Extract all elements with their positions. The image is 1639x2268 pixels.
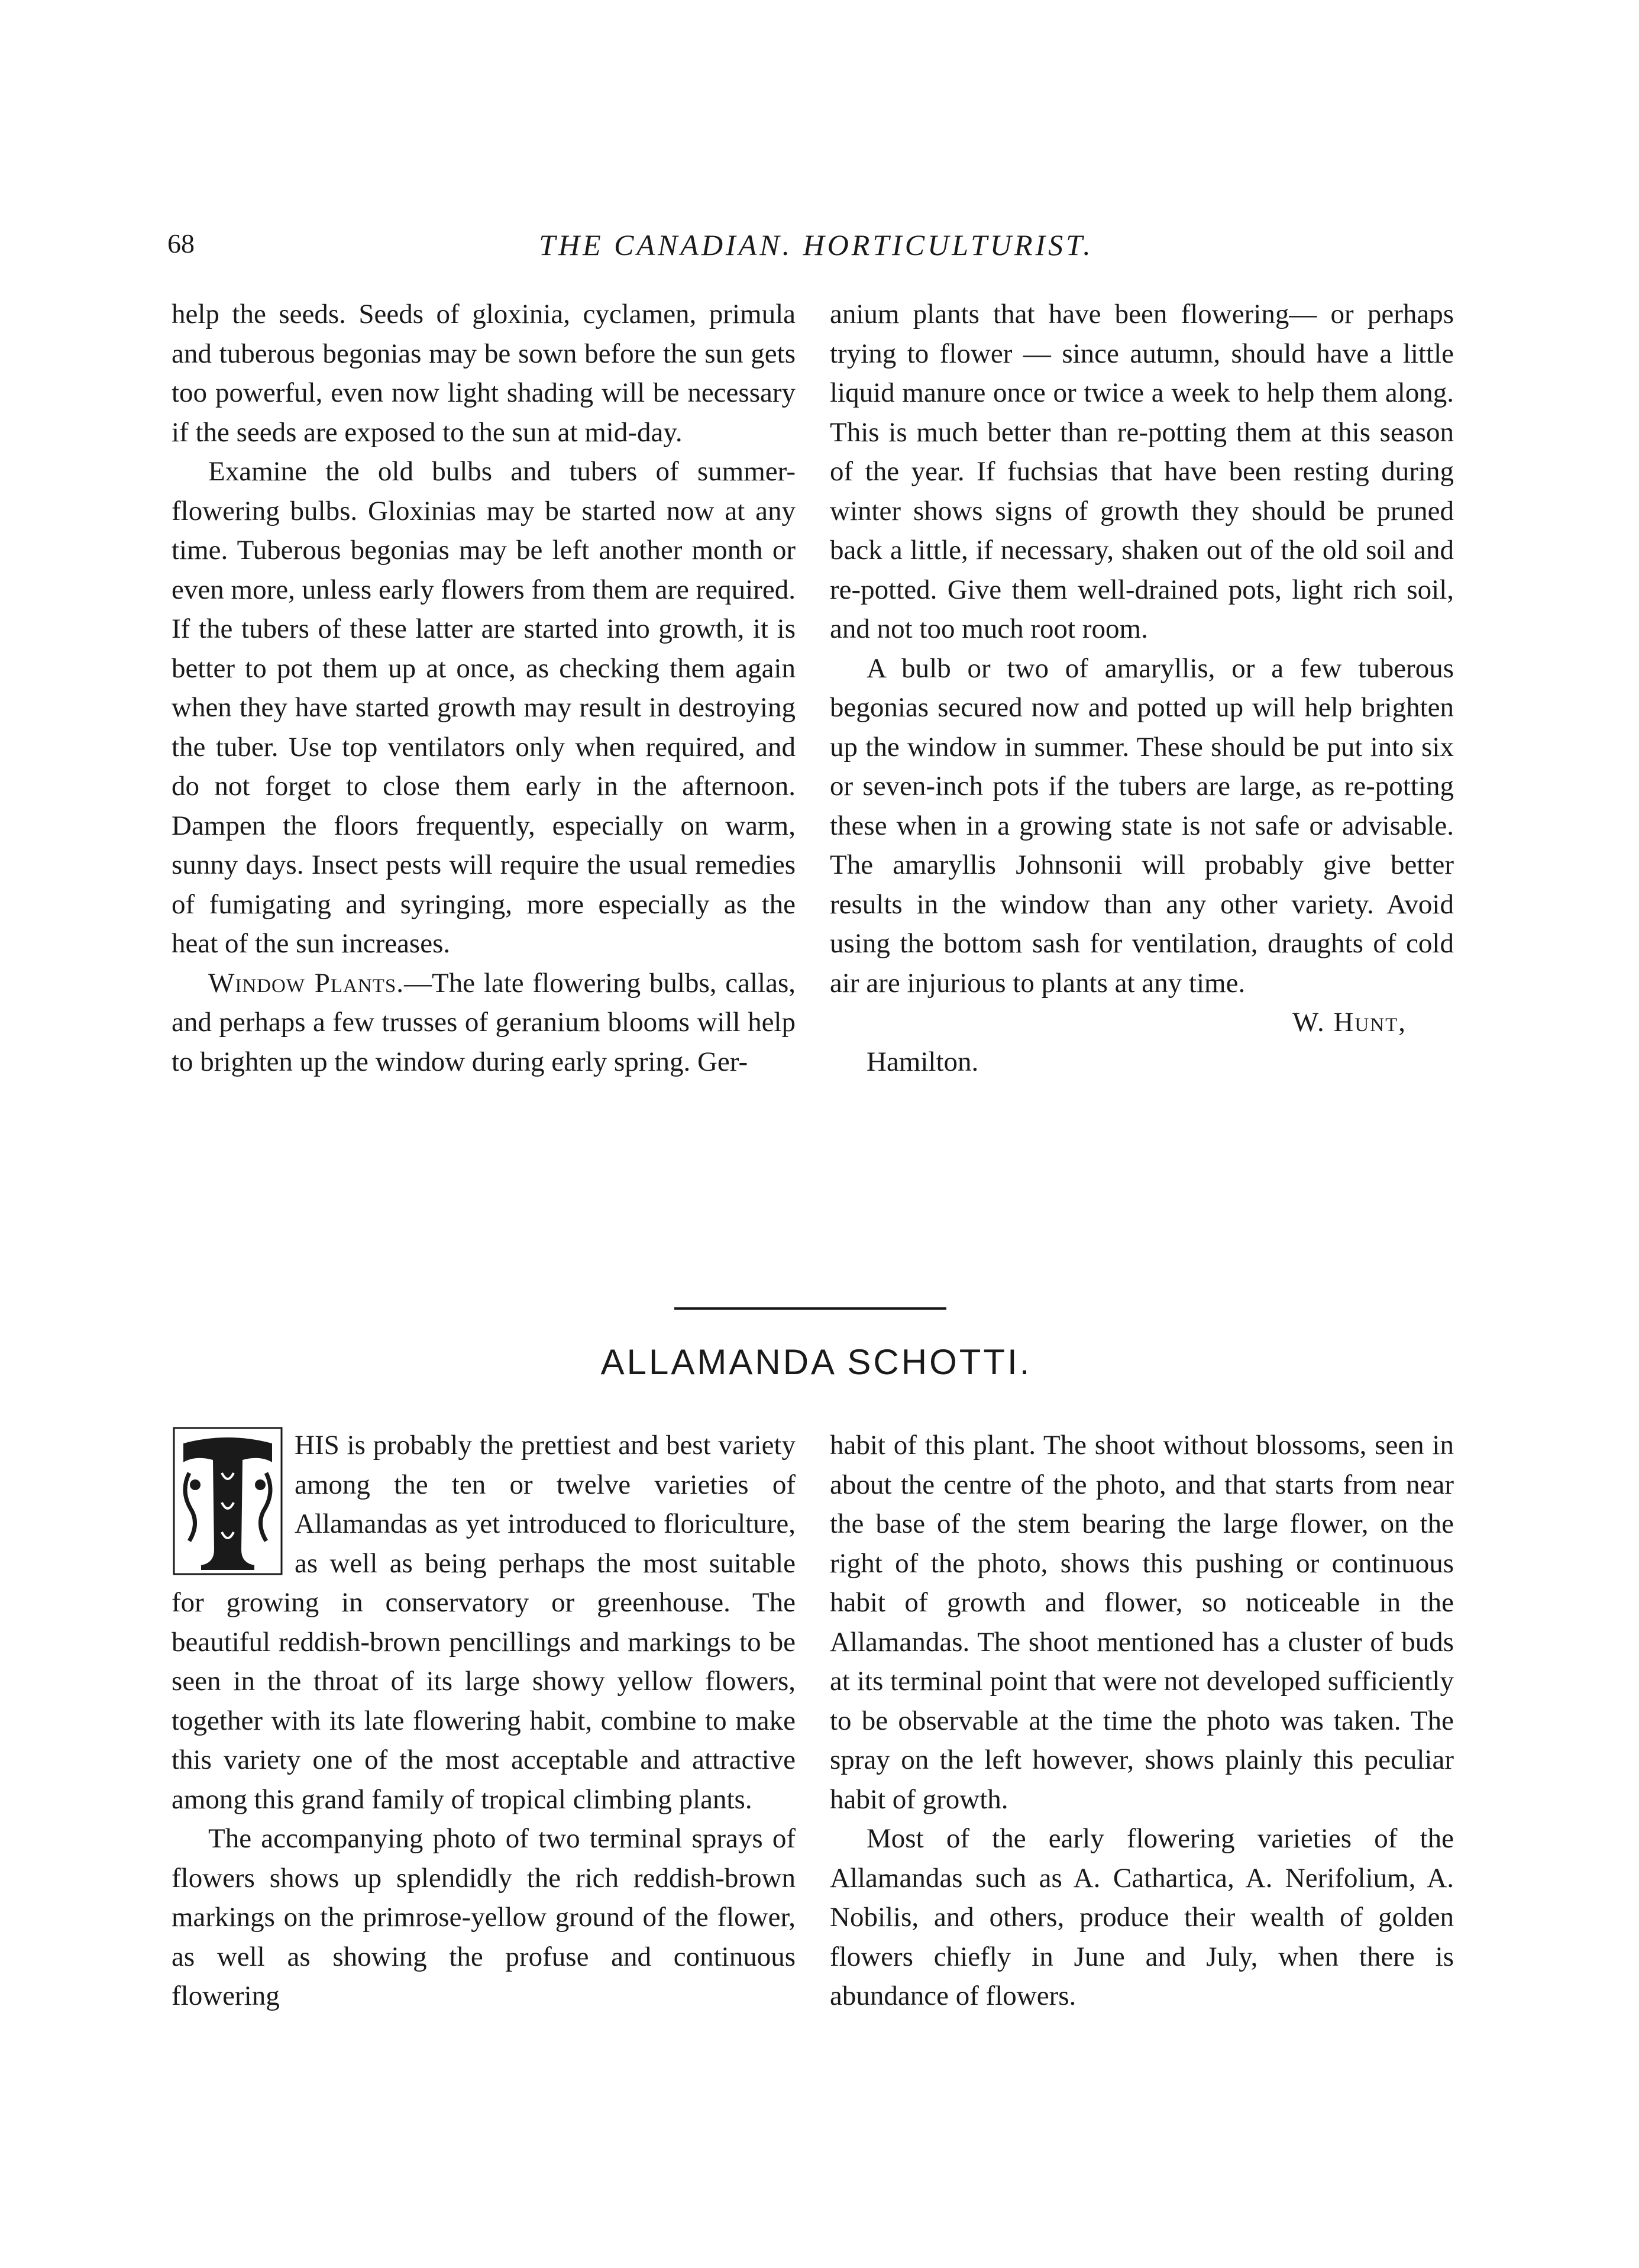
article-left-column: [172, 1426, 796, 2016]
signature: [830, 1003, 1454, 1042]
window-plants-heading: Window Plants.: [208, 967, 404, 999]
paragraph: Most of the early flowering varieties of the Allamandas such as A. Cathartica, A. Nerifolium, A. Nobilis, and others, produce their wealth of golden flowers chiefly in June and July, when there is abundance of flowers.: [830, 1823, 1454, 2011]
section-divider: [674, 1307, 946, 1310]
paragraph: habit of this plant. The shoot without blossoms, seen in about the centre of the photo, and that starts from near the base of the stem bearing the large flower, on the right of the photo, shows this pushing or continuous habit of growth and flower, so noticeable in the Allamandas. The shoot mentioned has a cluster of buds at its terminal point that were not developed sufficiently to be observable at the time the photo was taken. The spray on the left however, shows plainly this peculiar habit of growth.: [830, 1430, 1454, 1815]
window-plants-text: —The late flowering bulbs, callas, and perhaps a few trusses of geranium blooms will help to brighten up the window during early spring. Ger-: [172, 967, 796, 1077]
paragraph: HIS is probably the prettiest and best variety among the ten or twelve varieties of Allamandas as yet introduced to floriculture, as well as being perhaps the most suitable for growing in conservatory or greenhouse. The beautiful reddish-brown pencillings and markings to be seen in the throat of its large showy yellow flowers, together with its late flowering habit, combine to make this variety one of the most acceptable and attractive among this grand family of tropical climbing plants.: [172, 1430, 796, 1815]
article-right-column: [830, 1426, 1454, 2016]
running-head: THE CANADIAN. HORTICULTURIST.: [539, 228, 1094, 261]
signature-name: W. Hunt,: [1292, 1007, 1407, 1038]
paragraph: Examine the old bulbs and tubers of summer-flowering bulbs. Gloxinias may be started now at any time. Tuberous begonias may be left another month or even more, unless early flowers from them are required. If the tubers of these latter are started into growth, it is better to pot them up at once, as checking them again when they have started growth may result in destroying the tuber. Use top ventilators only when required, and do not forget to close them early in the afternoon. Dampen the floors frequently, especially on warm, sunny days. Insect pests will require the usual remedies of fumigating and syringing, more especially as the heat of the sun increases.: [172, 456, 796, 959]
article-title: ALLAMANDA SCHOTTI.: [600, 1342, 1032, 1382]
top-article-right-column: [830, 295, 1454, 1081]
paragraph: help the seeds. Seeds of gloxinia, cyclamen, primula and tuberous begonias may be sown before the sun gets too powerful, even now light shading will be necessary if the seeds are exposed to the sun at mid-day.: [172, 299, 796, 448]
paragraph: A bulb or two of amaryllis, or a few tuberous begonias secured now and potted up will help brighten up the window in summer. These should be put into six or seven-inch pots if the tubers are large, as re-potting these when in a growing state is not safe or advisable. The amaryllis Johnsonii will probably give better results in the window than any other variety. Avoid using the bottom sash for ventilation, draughts of cold air are injurious to plants at any time.: [830, 652, 1454, 999]
paragraph-window-plants: [172, 964, 796, 1082]
top-article-left-column: [172, 295, 796, 1081]
signature-place: Hamilton.: [867, 1046, 979, 1077]
paragraph: The accompanying photo of two terminal sprays of flowers shows up splendidly the rich reddish-brown markings on the primrose-yellow ground of the flower, as well as showing the profuse and continuous flowering: [172, 1823, 796, 2011]
page-number: 68: [167, 228, 195, 259]
drop-cap-ornament: [172, 1426, 284, 1576]
ornamental-t-icon: [172, 1426, 284, 1576]
paragraph: anium plants that have been flowering— or perhaps trying to flower — since autumn, should have a little liquid manure once or twice a week to help them along. This is much better than re-potting them at this season of the year. If fuchsias that have been resting during winter shows signs of growth they should be pruned back a little, if necessary, shaken out of the old soil and re-potted. Give them well-drained pots, light rich soil, and not too much root room.: [830, 299, 1454, 644]
